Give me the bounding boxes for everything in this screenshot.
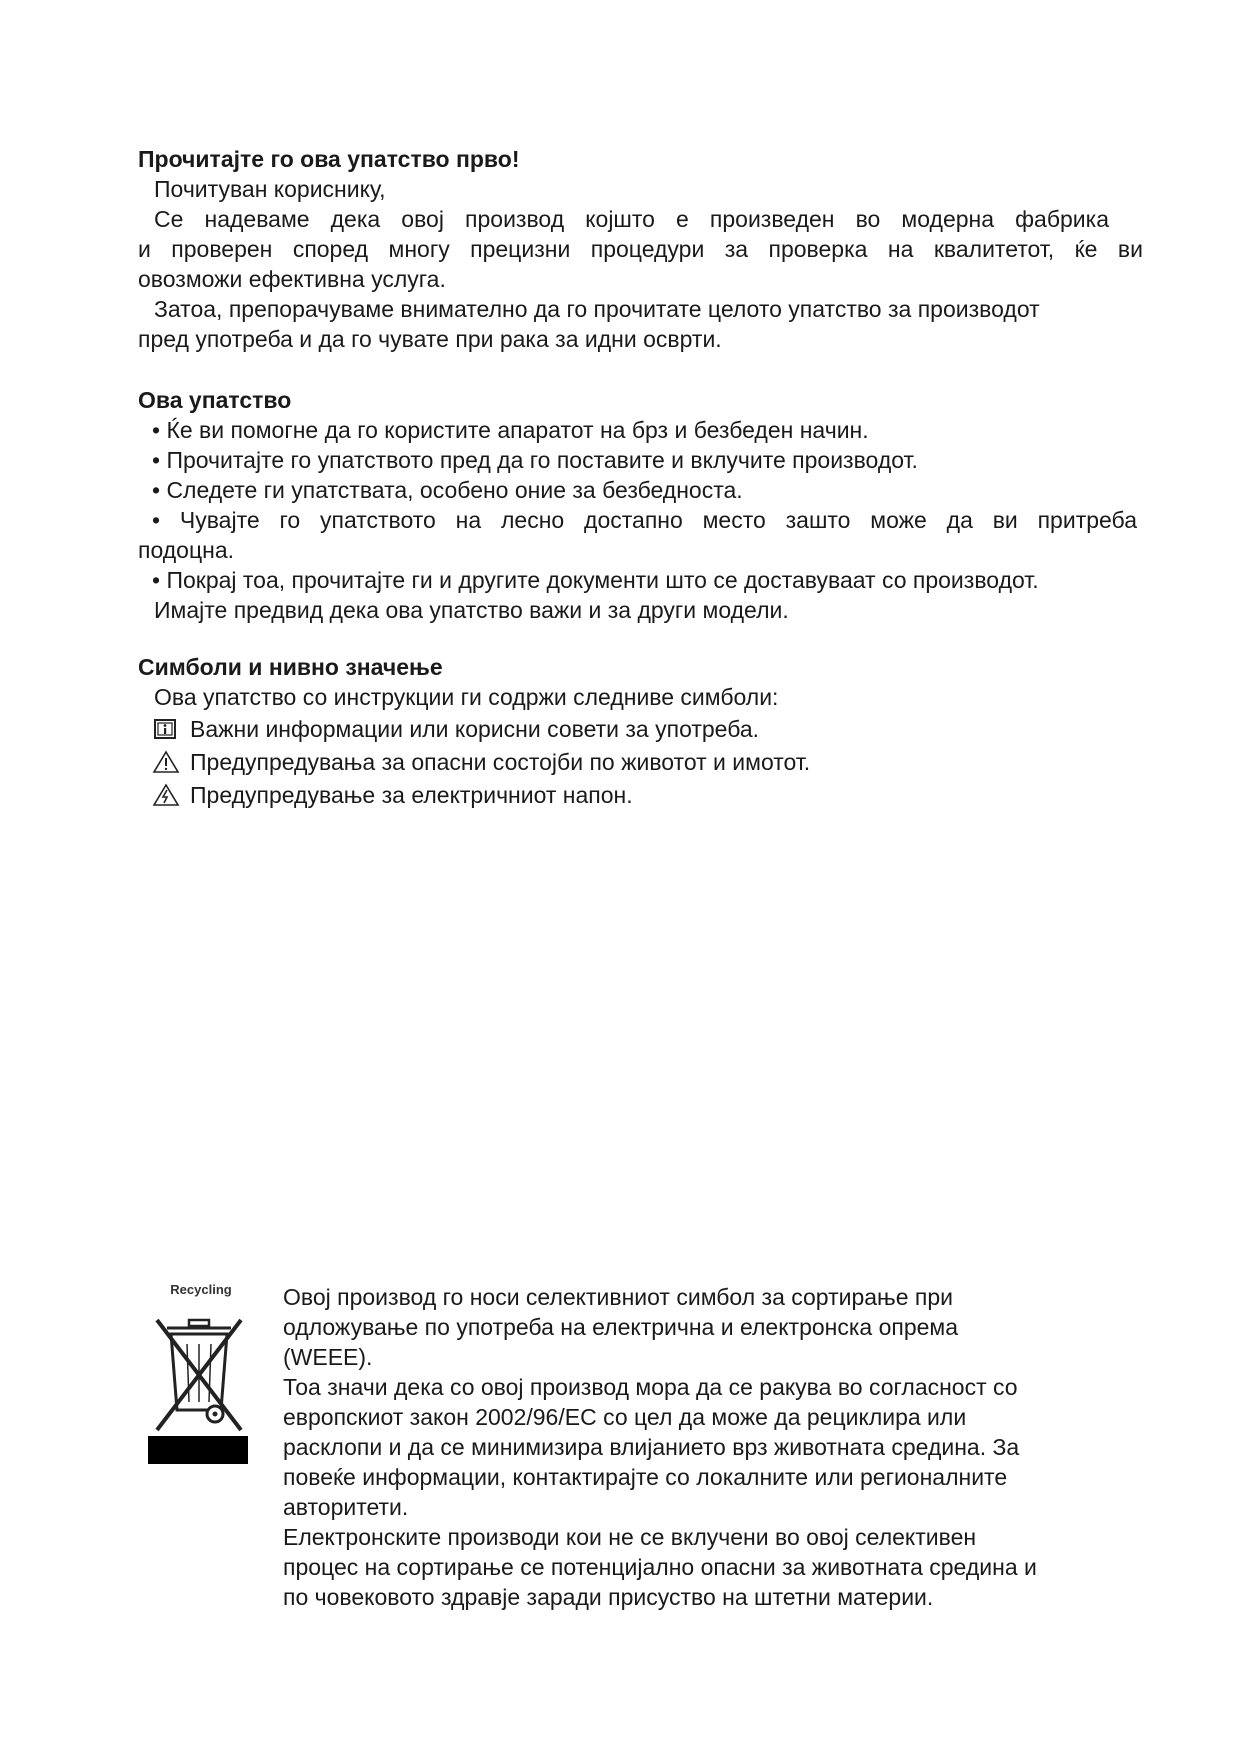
symbol-row-info [138,712,1143,745]
manual-bullet-4-continuation: подоцна. [138,537,235,563]
weee-logo-label: Recycling [170,1282,232,1297]
intro-para1-line1: Се надеваме дека овој производ којшто е произведен во модерна фабрика [154,206,1109,232]
warning-icon [152,750,180,774]
manual-bullet-3: • Следете ги упатствата, особено оние за безбедноста. [152,477,743,503]
weee-line-5: европскиот закон 2002/96/EC со цел да може да рециклира или [283,1404,967,1430]
intro-heading: Прочитајте го ова упатство прво! [138,146,520,172]
electric-warning-icon [152,783,180,807]
weee-line-7: повеќе информации, контактирајте со локалните или регионалните [283,1464,1008,1490]
intro-para1-line3: овозможи ефективна услуга. [138,266,446,292]
weee-line-2: одложување по употреба на електрична и електронска опрема [283,1314,959,1340]
manual-note: Имајте предвид дека ова упатство важи и за други модели. [154,597,789,623]
symbol-text-info: Важни информации или корисни совети за употреба. [190,715,760,742]
symbols-heading: Симболи и нивно значење [138,654,443,680]
manual-section [138,385,1143,625]
intro-greeting: Почитуван кориснику, [154,176,386,202]
weee-line-10: процес на сортирање се потенцијално опасни за животната средина и [283,1554,1037,1580]
symbol-row-warning [138,745,1143,778]
manual-bullet-2: • Прочитајте го упатството пред да го поставите и вклучите производот. [152,447,918,473]
intro-para2-line1: Затоа, препорачуваме внимателно да го прочитате целото упатство за производот [154,296,1040,322]
weee-line-8: авторитети. [283,1494,409,1520]
weee-line-11: по човековото здравје заради присуство на штетни материи. [283,1584,934,1610]
weee-text [283,1282,1113,1612]
manual-bullet-4: • Чувајте го упатството на лесно достапно место зашто може да ви притреба [152,507,1137,533]
weee-line-6: расклопи и да се минимизира влијанието врз животната средина. За [283,1434,1020,1460]
manual-bullet-1: • Ќе ви помогне да го користите апаратот на брз и безбеден начин. [152,417,869,443]
symbols-intro: Ова упатство со инструкции ги содржи следниве симболи: [154,684,779,710]
weee-recycling-bin-icon [143,1290,253,1465]
manual-heading: Ова упатство [138,387,292,413]
weee-line-9: Електронските производи кои не се вклучени во овој селективен [283,1524,977,1550]
weee-line-4: Тоа значи дека со овој производ мора да се ракува во согласност со [283,1374,1018,1400]
weee-line-3: (WEEE). [283,1344,373,1370]
intro-para2-line2: пред употреба и да го чувате при рака за идни осврти. [138,326,722,352]
info-icon [152,717,180,741]
symbol-row-electric [138,778,1143,811]
symbol-text-electric: Предупредување за електричниот напон. [190,781,633,808]
intro-para1-line2: и проверен според многу прецизни процедури за проверка на квалитетот, ќе ви [138,236,1143,262]
weee-line-1: Овој производ го носи селективниот симбол за сортирање при [283,1284,954,1310]
manual-bullet-5: • Покрај тоа, прочитајте ги и другите документи што се доставуваат со производот. [152,567,1039,593]
symbol-text-warning: Предупредувања за опасни состојби по животот и имотот. [190,748,811,775]
symbols-section [138,652,1143,811]
intro-section [138,144,1143,354]
